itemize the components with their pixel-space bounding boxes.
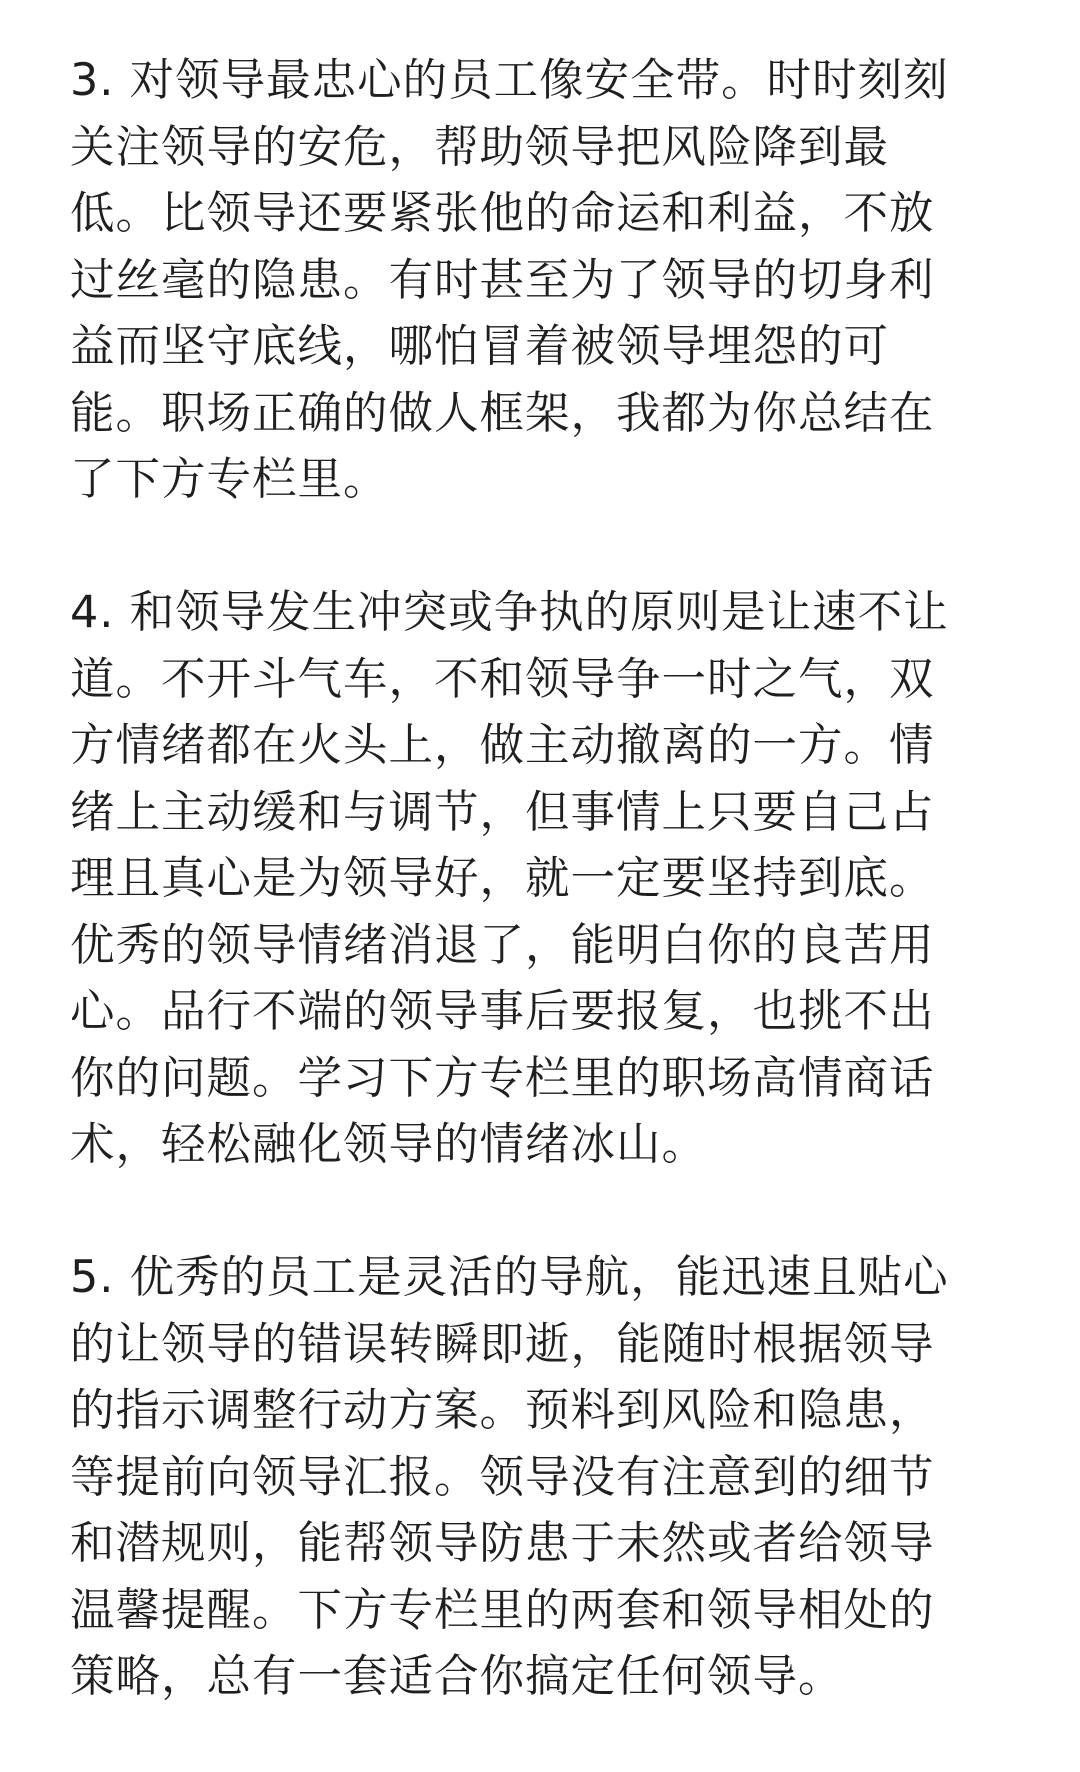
text-line: 4. 和领导发生冲突或争执的原则是让速不让 xyxy=(70,587,949,638)
text-line: 理且真心是为领导好，就一定要坚持到底。 xyxy=(70,853,935,904)
text-line: 关注领导的安危，帮助领导把风险降到最 xyxy=(70,121,890,173)
paragraph-4 xyxy=(70,580,1020,1179)
text-line: 绪上主动缓和与调节，但事情上只要自己占 xyxy=(70,786,935,838)
article-body xyxy=(70,48,1020,1711)
text-line: 了下方专栏里。 xyxy=(70,454,389,505)
text-line: 能。职场正确的做人框架，我都为你总结在 xyxy=(70,387,935,439)
text-line: 益而坚守底线，哪怕冒着被领导埋怨的可 xyxy=(70,321,890,372)
text-line: 方情绪都在火头上，做主动撤离的一方。情 xyxy=(70,720,935,771)
text-line: 术，轻松融化领导的情绪冰山。 xyxy=(70,1119,708,1170)
text-line: 温馨提醒。下方专栏里的两套和领导相处的 xyxy=(70,1584,935,1636)
paragraph-5 xyxy=(70,1245,1020,1711)
text-line: 优秀的领导情绪消退了，能明白你的良苦用 xyxy=(70,919,935,971)
text-line: 的让领导的错误转瞬即逝，能随时根据领导 xyxy=(70,1318,935,1370)
text-line: 5. 优秀的员工是灵活的导航，能迅速且贴心 xyxy=(70,1252,949,1303)
text-line: 策略，总有一套适合你搞定任何领导。 xyxy=(70,1651,844,1702)
text-line: 的指示调整行动方案。预料到风险和隐患， xyxy=(70,1385,935,1436)
text-line: 等提前向领导汇报。领导没有注意到的细节 xyxy=(70,1451,935,1503)
text-line: 3. 对领导最忠心的员工像安全带。时时刻刻 xyxy=(70,55,949,106)
text-line: 道。不开斗气车，不和领导争一时之气，双 xyxy=(70,653,935,705)
text-line: 你的问题。学习下方专栏里的职场高情商话 xyxy=(70,1052,935,1104)
text-line: 低。比领导还要紧张他的命运和利益，不放 xyxy=(70,188,935,239)
text-line: 心。品行不端的领导事后要报复，也挑不出 xyxy=(70,986,935,1037)
text-line: 和潜规则，能帮领导防患于未然或者给领导 xyxy=(70,1518,935,1569)
text-line: 过丝毫的隐患。有时甚至为了领导的切身利 xyxy=(70,254,935,306)
paragraph-3 xyxy=(70,48,1020,514)
